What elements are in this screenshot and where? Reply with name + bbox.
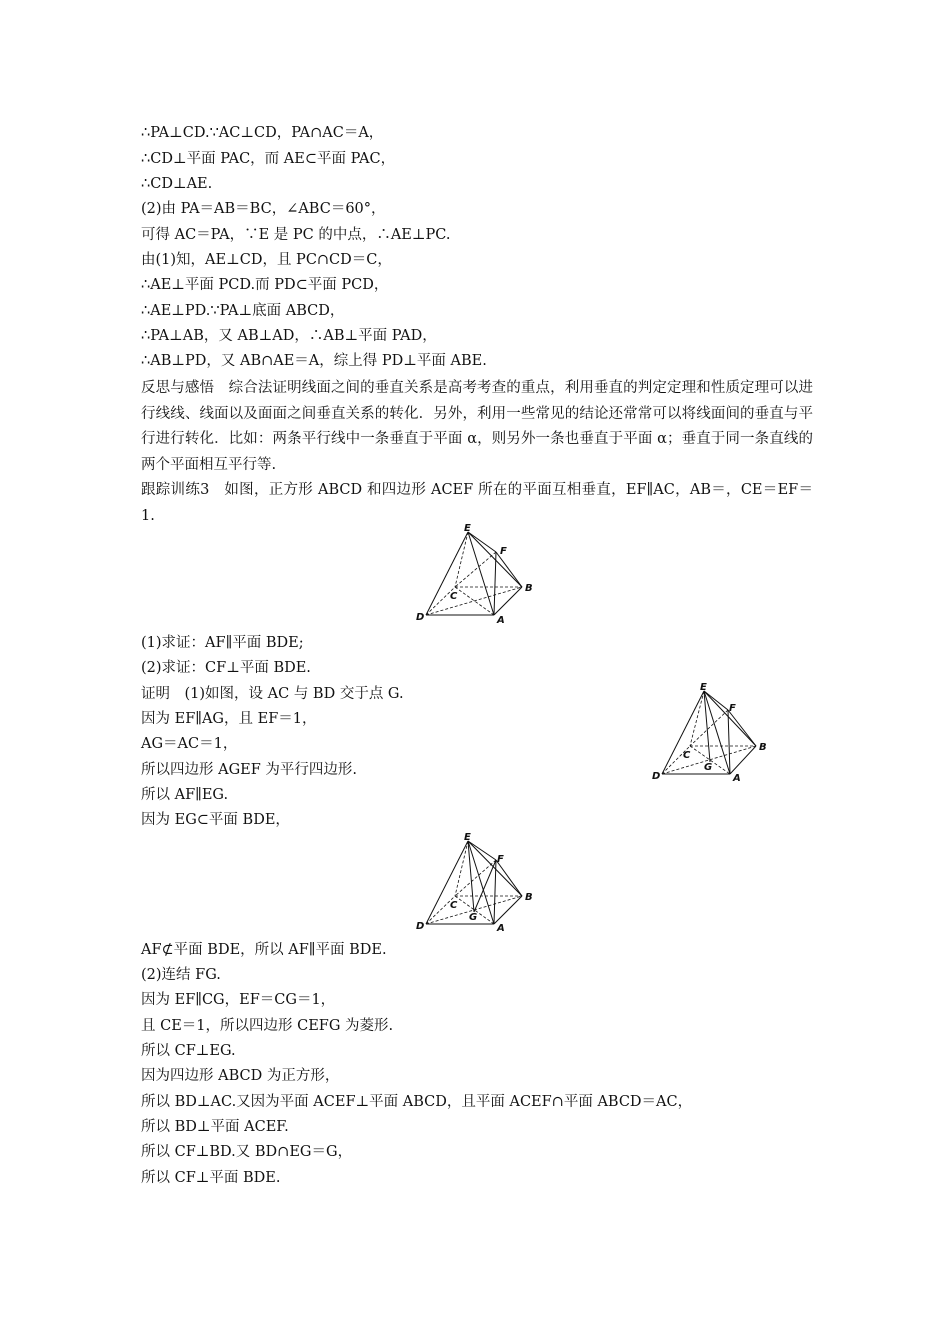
proof2-line-5: 所以 AF∥EG. (141, 787, 229, 803)
proof-line-2: ∴CD⊥平面 PAC，而 AE⊂平面 PAC， (141, 151, 396, 167)
label-D: D (416, 612, 425, 623)
proof2-line-3: AG＝AC＝1， (141, 736, 238, 752)
label-F: F (500, 546, 507, 557)
proof3-line-8: 所以 BD⊥平面 ACEF. (141, 1119, 289, 1135)
label-C: C (450, 900, 458, 911)
label-E: E (700, 682, 707, 693)
label-A: A (497, 615, 505, 626)
question-2: (2)求证：CF⊥平面 BDE. (141, 660, 311, 676)
label-A: A (497, 923, 505, 934)
figure-1 (412, 523, 542, 627)
proof-line-9: ∴PA⊥AB，又 AB⊥AD，∴AB⊥平面 PAD， (141, 328, 437, 344)
proof2-line-4: 所以四边形 AGEF 为平行四边形. (141, 762, 358, 778)
label-B: B (525, 583, 533, 594)
figure-3 (412, 830, 542, 934)
label-E: E (464, 523, 471, 534)
proof3-line-7: 所以 BD⊥AC.又因为平面 ACEF⊥平面 ABCD，且平面 ACEF∩平面 ABCD＝AC， (141, 1094, 693, 1110)
proof3-line-9: 所以 CF⊥BD.又 BD∩EG＝G， (141, 1144, 353, 1160)
proof3-line-6: 因为四边形 ABCD 为正方形， (141, 1068, 340, 1084)
proof-line-7: ∴AE⊥平面 PCD.而 PD⊂平面 PCD， (141, 277, 389, 293)
proof3-line-1: AF⊄平面 BDE，所以 AF∥平面 BDE. (141, 942, 387, 958)
label-C: C (450, 591, 458, 602)
question-1: (1)求证：AF∥平面 BDE; (141, 635, 304, 651)
proof-line-4: (2)由 PA＝AB＝BC，∠ABC＝60°， (141, 201, 386, 217)
proof3-line-4: 且 CE＝1，所以四边形 CEFG 为菱形. (141, 1018, 394, 1034)
proof-line-1: ∴PA⊥CD.∵AC⊥CD，PA∩AC＝A， (141, 125, 384, 141)
label-D: D (416, 921, 425, 932)
label-F: F (729, 703, 736, 714)
proof-line-3: ∴CD⊥AE. (141, 176, 213, 192)
proof2-line-2: 因为 EF∥AG，且 EF＝1， (141, 711, 317, 727)
proof-line-5: 可得 AC＝PA，∵E 是 PC 的中点，∴AE⊥PC. (141, 227, 451, 243)
proof-line-10: ∴AB⊥PD，又 AB∩AE＝A，综上得 PD⊥平面 ABE. (141, 353, 487, 369)
proof3-line-3: 因为 EF∥CG，EF＝CG＝1， (141, 992, 336, 1008)
exercise-paragraph: 跟踪训练3 如图，正方形 ABCD 和四边形 ACEF 所在的平面互相垂直，EF∥AC，AB＝，CE＝EF＝1. (141, 482, 813, 524)
proof-line-8: ∴AE⊥PD.∵PA⊥底面 ABCD， (141, 303, 345, 319)
proof3-line-10: 所以 CF⊥平面 BDE. (141, 1170, 281, 1186)
proof2-line-6: 因为 EG⊂平面 BDE， (141, 812, 290, 828)
label-G: G (469, 912, 478, 923)
label-B: B (525, 892, 533, 903)
label-B: B (759, 742, 767, 753)
label-D: D (652, 771, 661, 782)
label-F: F (497, 854, 504, 865)
proof-line-6: 由(1)知，AE⊥CD，且 PC∩CD＝C， (141, 252, 392, 268)
figure-2 (648, 680, 778, 784)
label-C: C (683, 750, 691, 761)
label-G: G (704, 762, 713, 773)
reflection-paragraph: 反思与感悟 综合法证明线面之间的垂直关系是高考考查的重点，利用垂直的判定定理和性质定理可以进行线线、线面以及面面之间垂直关系的转化．另外，利用一些常见的结论还常常可以将线面间的垂直与平行进行转化．比如：两条平行线中一条垂直于平面 α，则另外一条也垂直于平面 α；垂直于同一条直线的两个平面相互平行等. (141, 380, 813, 473)
proof3-line-5: 所以 CF⊥EG. (141, 1043, 236, 1059)
proof3-line-2: (2)连结 FG. (141, 967, 221, 983)
proof2-line-1: 证明 (1)如图，设 AC 与 BD 交于点 G. (141, 686, 404, 702)
label-E: E (464, 832, 471, 843)
label-A: A (733, 773, 741, 784)
